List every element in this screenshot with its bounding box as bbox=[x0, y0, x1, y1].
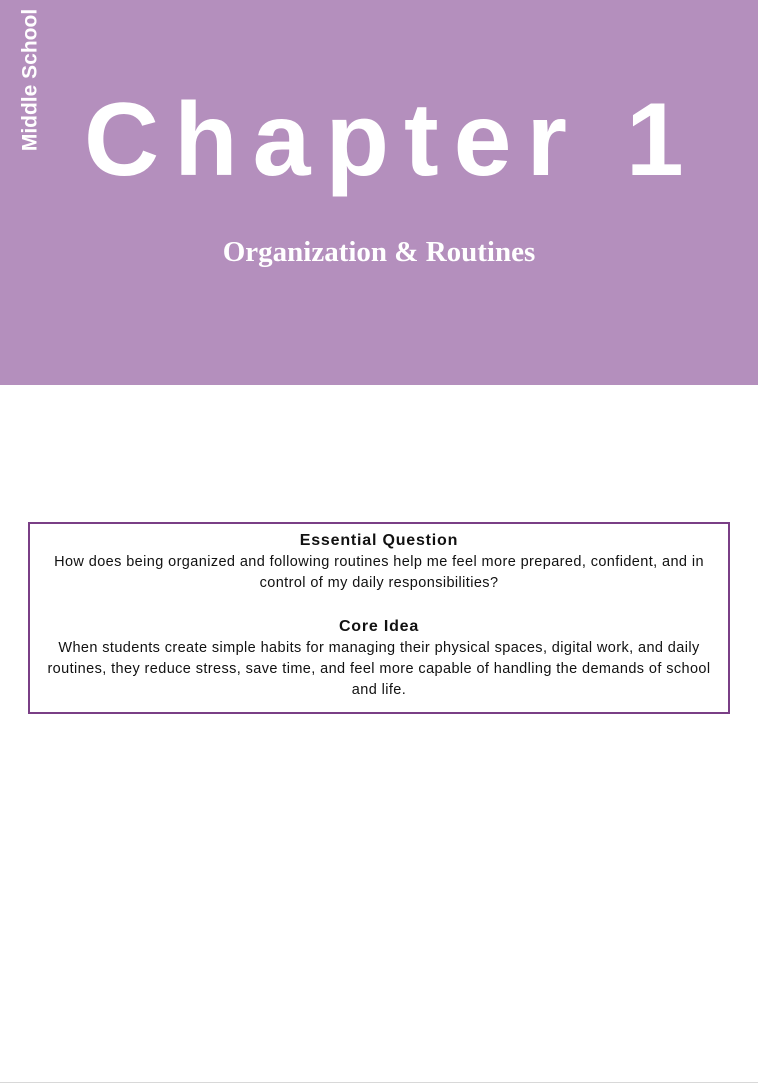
chapter-title: Chapter 1 bbox=[84, 82, 699, 198]
core-idea-text: When students create simple habits for managing their physical spaces, digital work, and daily routines, they reduce stress, save time, and feel more capable of handling the demands of school and life. bbox=[47, 640, 711, 698]
core-idea-heading: Core Idea bbox=[338, 618, 420, 635]
chapter-banner bbox=[0, 0, 758, 385]
chapter-subtitle: Organization & Routines bbox=[222, 236, 536, 268]
essential-question-heading: Essential Question bbox=[299, 532, 459, 549]
essential-question-text: How does being organized and following routines help me feel more prepared, confident, and in control of my daily responsibilities? bbox=[54, 554, 704, 591]
essential-question-box bbox=[28, 522, 730, 714]
grade-level-label: Middle School bbox=[18, 8, 42, 152]
page-bottom-divider bbox=[0, 1082, 758, 1083]
